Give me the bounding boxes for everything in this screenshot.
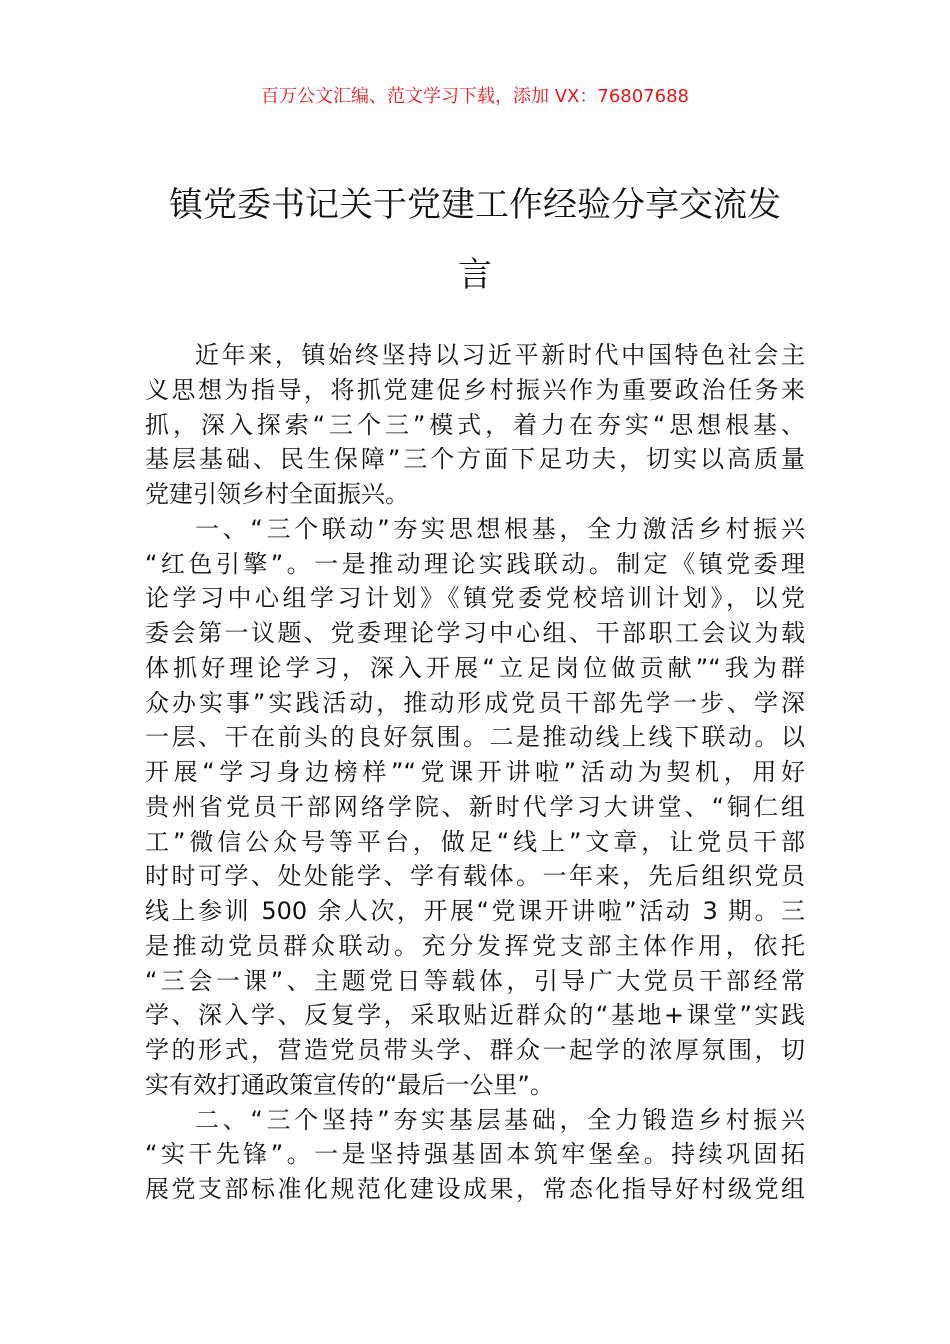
title-line: 言	[458, 255, 492, 295]
paragraph-line: 一层、干在前头的良好氛围。二是推动线上线下联动。以	[145, 723, 805, 752]
paragraph-line: 众办实事”实践活动，推动形成党员干部先学一步、学深	[145, 688, 805, 717]
document-body	[145, 338, 805, 1207]
paragraph-line: 贵州省党员干部网络学院、新时代学习大讲堂、“铜仁组	[145, 792, 805, 821]
paragraph-line: 时时可学、处处能学、学有载体。一年来，先后组织党员	[145, 862, 805, 891]
paragraph-line: 论学习中心组学习计划》《镇党委党校培训计划》，以党	[145, 584, 805, 613]
paragraph-line: “实干先锋”。一是坚持强基固本筑牢堡垒。持续巩固拓	[145, 1140, 805, 1169]
watermark-header: 百万公文汇编、范文学习下载，添加 VX：76807688	[261, 86, 689, 107]
paragraph	[145, 1103, 805, 1207]
paragraph-line: “红色引擎”。一是推动理论实践联动。制定《镇党委理	[145, 549, 805, 578]
document-title	[150, 170, 800, 310]
paragraph-line: 展党支部标准化规范化建设成果，常态化指导好村级党组	[145, 1175, 805, 1203]
paragraph	[145, 338, 805, 512]
paragraph-line: “三会一课”、主题党日等载体，引导广大党员干部经常	[145, 966, 805, 995]
paragraph-line: 委会第一议题、党委理论学习中心组、干部职工会议为载	[145, 619, 805, 647]
paragraph-line: 党建引领乡村全面振兴。	[145, 480, 409, 508]
paragraph-line: 是推动党员群众联动。充分发挥党支部主体作用，依托	[145, 931, 805, 960]
paragraph-line: 抓，深入探索“三个三”模式，着力在夯实“思想根基、	[145, 410, 805, 439]
paragraph-line: 近年来，镇始终坚持以习近平新时代中国特色社会主	[195, 341, 805, 369]
title-line: 镇党委书记关于党建工作经验分享交流发	[169, 185, 781, 225]
paragraph-line: 体抓好理论学习，深入开展“立足岗位做贡献”“我为群	[145, 653, 805, 682]
paragraph	[145, 512, 805, 1103]
paragraph-line: 二、“三个坚持”夯实基层基础，全力锻造乡村振兴	[195, 1105, 805, 1134]
paragraph-line: 工”微信公众号等平台，做足“线上”文章，让党员干部	[145, 827, 805, 856]
paragraph-line: 基层基础、民生保障”三个方面下足功夫，切实以高质量	[145, 445, 805, 474]
paragraph-line: 线上参训 500 余人次，开展“党课开讲啦”活动 3 期。三	[145, 897, 805, 925]
paragraph-line: 义思想为指导，将抓党建促乡村振兴作为重要政治任务来	[145, 375, 805, 404]
paragraph-line: 一、“三个联动”夯实思想根基，全力激活乡村振兴	[195, 514, 805, 543]
paragraph-line: 开展“学习身边榜样”“党课开讲啦”活动为契机，用好	[145, 758, 805, 786]
paragraph-line: 学、深入学、反复学，采取贴近群众的“基地+课堂”实践	[145, 1001, 805, 1030]
paragraph-line: 实有效打通政策宣传的“最后一公里”。	[145, 1070, 554, 1099]
paragraph-line: 学的形式，营造党员带头学、群众一起学的浓厚氛围，切	[145, 1036, 805, 1064]
